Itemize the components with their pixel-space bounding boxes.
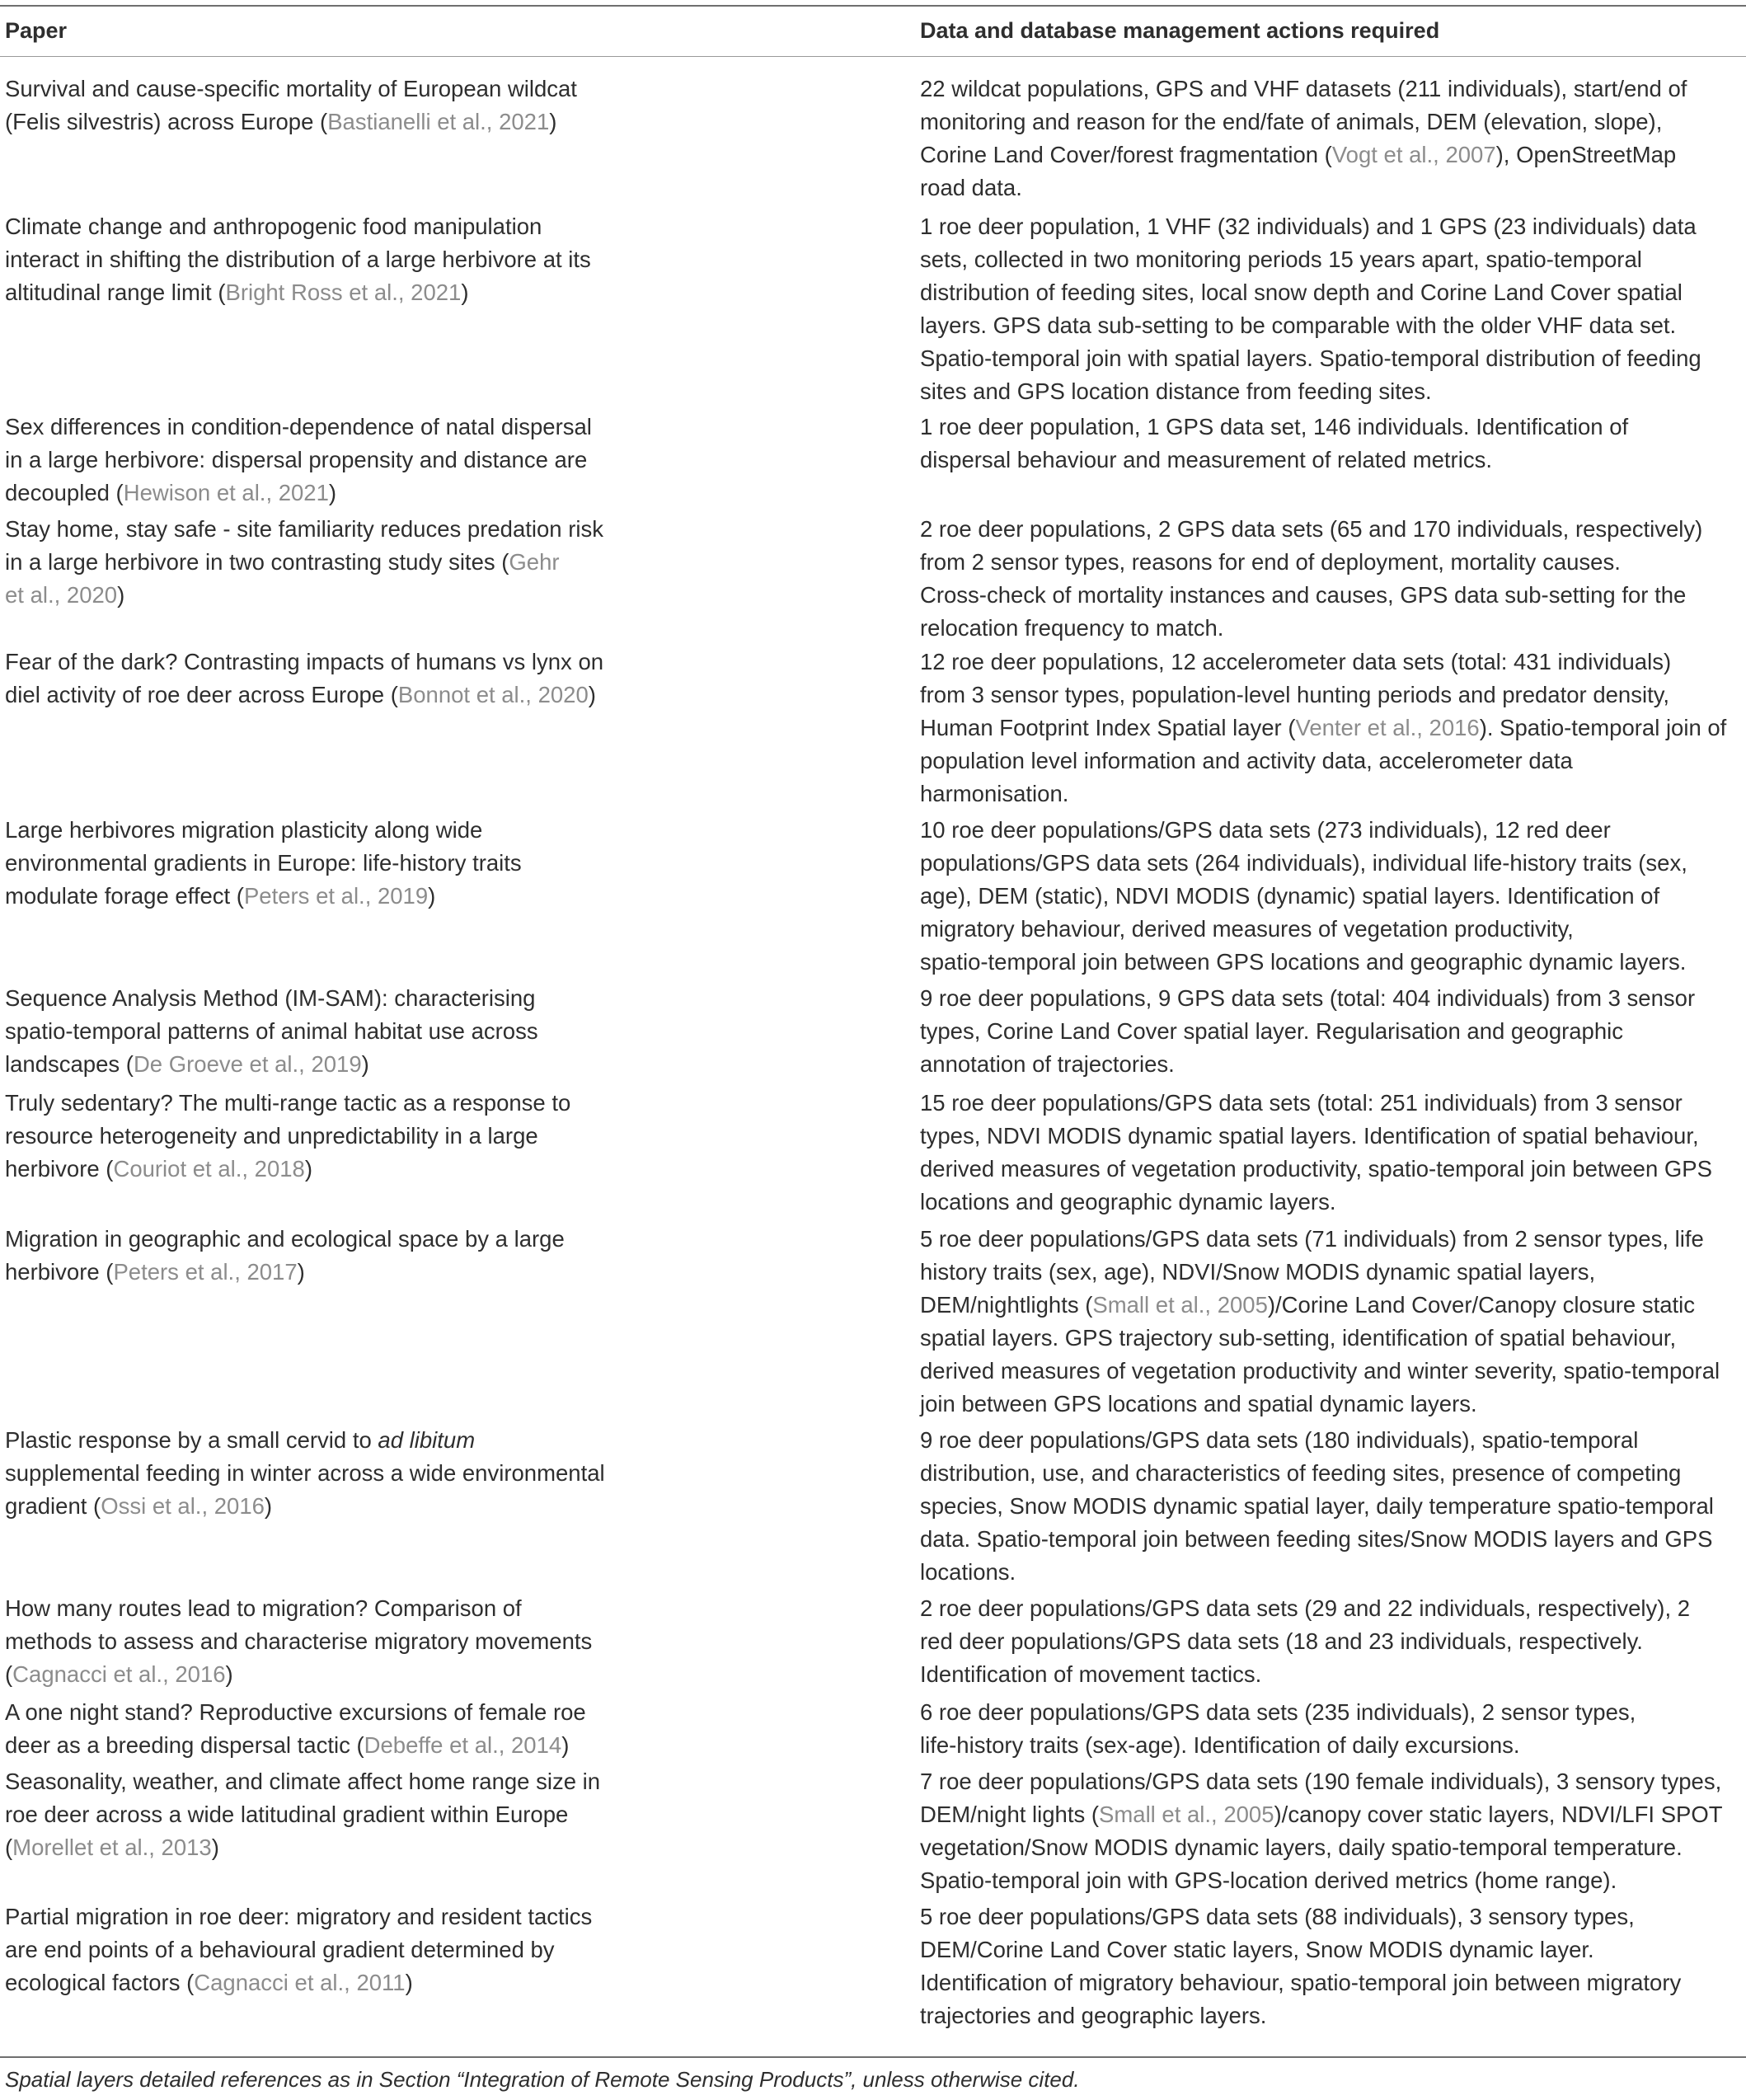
paper-cell: [5, 1223, 631, 1289]
citation-link: Bastianelli et al., 2021: [327, 109, 550, 134]
actions-cell: [920, 1765, 1744, 1897]
text-segment: 2 roe deer populations, 2 GPS data sets (65 and 170 individuals, respectively) from 2 sensor types, reasons for end of deployment, mortality causes. Cross-check of mortality instances and causes, GPS data sub-setting for the relocation frequency to match.: [920, 516, 1703, 641]
paper-cell: [5, 1424, 631, 1523]
citation-link: De Groeve et al., 2019: [133, 1051, 362, 1077]
text-segment: ). Spatio-temporal join of population level information and activity data, accelerometer data harmonisation.: [920, 715, 1727, 806]
text-segment: ): [588, 682, 596, 707]
citation-link: Debeffe et al., 2014: [364, 1732, 562, 1758]
actions-cell: [920, 1900, 1744, 2032]
citation-link: Couriot et al., 2018: [113, 1156, 305, 1182]
text-segment: ): [549, 109, 557, 134]
paper-cell: [5, 814, 631, 913]
text-segment: ): [428, 883, 436, 909]
actions-cell: [920, 1087, 1744, 1219]
header-actions: Data and database management actions required: [920, 18, 1440, 43]
paper-cell: [5, 1087, 631, 1186]
table-bottom-rule: [0, 2056, 1746, 2058]
text-segment: ): [225, 1661, 233, 1687]
text-segment: )/canopy cover static layers, NDVI/LFI SPOT vegetation/Snow MODIS dynamic layers, daily spatio-temporal temperature. Spatio-temporal join with GPS-location derived metrics (home range).: [920, 1802, 1723, 1893]
text-segment: ), OpenStreetMap road data.: [920, 142, 1677, 200]
text-segment: Fear of the dark? Contrasting impacts of humans vs lynx on diel activity of roe deer across Europe (: [5, 649, 604, 707]
text-segment: supplemental feeding in winter across a wide environmental gradient (: [5, 1460, 605, 1519]
paper-cell: [5, 513, 631, 612]
text-segment: 15 roe deer populations/GPS data sets (total: 251 individuals) from 3 sensor types, NDVI MODIS dynamic spatial layers. Identification of spatial behaviour, derived measures of vegetation productivity, spatio-temporal join between GPS locations and geographic dynamic layers.: [920, 1090, 1712, 1214]
text-segment: Climate change and anthropogenic food manipulation interact in shifting the distribution of a large herbivore at its altitudinal range limit (: [5, 214, 591, 305]
paper-cell: [5, 982, 631, 1081]
table-top-rule: [0, 5, 1746, 7]
text-segment: 6 roe deer populations/GPS data sets (235 individuals), 2 sensor types, life-history traits (sex-age). Identification of daily excursions.: [920, 1699, 1636, 1758]
paper-cell: [5, 411, 631, 510]
actions-cell: [920, 411, 1744, 477]
text-segment: ): [117, 582, 125, 608]
text-segment: 9 roe deer populations/GPS data sets (180 individuals), spatio-temporal distribution, use, and characteristics of feeding sites, presence of competing species, Snow MODIS dynamic spatial layer, daily temperature spatio-temporal data. Spatio-temporal join between feeding sites/Snow MODIS layers and GPS locations.: [920, 1427, 1714, 1585]
paper-cell: [5, 73, 631, 139]
citation-link: Morellet et al., 2013: [12, 1835, 212, 1860]
text-segment: 5 roe deer populations/GPS data sets (88 individuals), 3 sensory types, DEM/Corine Land Cover static layers, Snow MODIS dynamic layer. Identification of migratory behaviour, spatio-temporal join between migratory trajectories and geographic layers.: [920, 1904, 1682, 2028]
header-rule: [0, 56, 1746, 57]
text-segment: Large herbivores migration plasticity along wide environmental gradients in Europe: life-history traits modulate forage effect (: [5, 817, 522, 909]
text-segment: 5 roe deer populations/GPS data sets (71 individuals) from 2 sensor types, life history traits (sex, age), NDVI/Snow MODIS dynamic spatial layers, DEM/nightlights (: [920, 1226, 1704, 1318]
text-segment: Survival and cause-specific mortality of European wildcat (Felis silvestris) across Europe (: [5, 76, 577, 134]
text-segment: ): [405, 1970, 413, 1995]
paper-cell: [5, 210, 631, 309]
table-footnote: Spatial layers detailed references as in Section “Integration of Remote Sensing Products”, unless otherwise cited.: [5, 2067, 1080, 2092]
text-segment: 1 roe deer population, 1 GPS data set, 146 individuals. Identification of dispersal behaviour and measurement of related metrics.: [920, 414, 1629, 472]
actions-cell: [920, 1424, 1744, 1589]
citation-link: Gehr et al., 2020: [5, 549, 560, 608]
text-segment: Sequence Analysis Method (IM-SAM): characterising spatio-temporal patterns of animal habitat use across landscapes (: [5, 985, 538, 1077]
actions-cell: [920, 982, 1744, 1081]
actions-cell: [920, 814, 1744, 979]
text-segment: ): [304, 1156, 312, 1182]
text-segment: 10 roe deer populations/GPS data sets (273 individuals), 12 red deer populations/GPS data sets (264 individuals), individual life-history traits (sex, age), DEM (static), NDVI MODIS (dynamic) spatial layers. Identification of migratory behaviour, derived measures of vegetation productivity, spatio-temporal join between GPS locations and geographic dynamic layers.: [920, 817, 1687, 975]
text-segment: ): [328, 480, 337, 505]
citation-link: Peters et al., 2017: [113, 1259, 298, 1285]
citation-link: Cagnacci et al., 2011: [194, 1970, 406, 1995]
text-segment: ): [361, 1051, 369, 1077]
text-segment: ): [461, 280, 469, 305]
text-segment: ): [561, 1732, 570, 1758]
citation-link: Ossi et al., 2016: [101, 1493, 265, 1519]
text-segment: 22 wildcat populations, GPS and VHF datasets (211 individuals), start/end of monitoring and reason for the end/fate of animals, DEM (elevation, slope), Corine Land Cover/forest fragmentation (: [920, 76, 1687, 167]
text-segment: Partial migration in roe deer: migratory and resident tactics are end points of a behavioural gradient determined by ecological factors (: [5, 1904, 593, 1995]
paper-cell: [5, 1900, 631, 1999]
citation-link: Hewison et al., 2021: [123, 480, 329, 505]
text-segment: 1 roe deer population, 1 VHF (32 individuals) and 1 GPS (23 individuals) data sets, collected in two monitoring periods 15 years apart, spatio-temporal distribution of feeding sites, local snow depth and Corine Land Cover spatial layers. GPS data sub-setting to be comparable with the older VHF data set. Spatio-temporal join with spatial layers. Spatio-temporal distribution of feeding sites and GPS location distance from feeding sites.: [920, 214, 1701, 404]
actions-cell: [920, 646, 1744, 810]
actions-cell: [920, 1592, 1744, 1691]
citation-link: Small et al., 2005: [1099, 1802, 1274, 1827]
citation-link: Venter et al., 2016: [1295, 715, 1480, 740]
citation-link: Cagnacci et al., 2016: [12, 1661, 226, 1687]
paper-cell: [5, 1592, 631, 1691]
actions-cell: [920, 210, 1744, 408]
actions-cell: [920, 1223, 1744, 1421]
actions-cell: [920, 1696, 1744, 1762]
text-segment: A one night stand? Reproductive excursions of female roe deer as a breeding dispersal tactic (: [5, 1699, 586, 1758]
citation-link: Small et al., 2005: [1092, 1292, 1268, 1318]
text-segment: 2 roe deer populations/GPS data sets (29 and 22 individuals, respectively), 2 red deer populations/GPS data sets (18 and 23 individuals, respectively. Identification of movement tactics.: [920, 1595, 1691, 1687]
text-segment: ): [297, 1259, 305, 1285]
text-segment: 7 roe deer populations/GPS data sets (190 female individuals), 3 sensory types, DEM/night lights (: [920, 1769, 1722, 1827]
citation-link: Vogt et al., 2007: [1331, 142, 1496, 167]
italic-text: ad libitum: [378, 1427, 476, 1453]
actions-cell: [920, 73, 1744, 204]
text-segment: 9 roe deer populations, 9 GPS data sets (total: 404 individuals) from 3 sensor types, Corine Land Cover spatial layer. Regularisation and geographic annotation of trajectories.: [920, 985, 1696, 1077]
citation-link: Bright Ross et al., 2021: [225, 280, 462, 305]
text-segment: Sex differences in condition-dependence of natal dispersal in a large herbivore: dispersal propensity and distance are decoupled (: [5, 414, 592, 505]
text-segment: Stay home, stay safe - site familiarity reduces predation risk in a large herbivore in two contrasting study sites (: [5, 516, 603, 575]
text-segment: Migration in geographic and ecological space by a large herbivore (: [5, 1226, 565, 1285]
text-segment: )/Corine Land Cover/Canopy closure static spatial layers. GPS trajectory sub-setting, identification of spatial behaviour, derived measures of vegetation productivity and winter severity, spatio-temporal join between GPS locations and spatial dynamic layers.: [920, 1292, 1720, 1416]
paper-cell: [5, 1696, 631, 1762]
citation-link: Bonnot et al., 2020: [397, 682, 589, 707]
citation-link: Peters et al., 2019: [243, 883, 429, 909]
text-segment: 12 roe deer populations, 12 accelerometer data sets (total: 431 individuals) from 3 sensor types, population-level hunting periods and predator density, Human Footprint Index Spatial layer (: [920, 649, 1672, 740]
text-segment: Seasonality, weather, and climate affect home range size in roe deer across a wide latitudinal gradient within Europe (: [5, 1769, 601, 1860]
paper-cell: [5, 646, 631, 712]
text-segment: ): [264, 1493, 273, 1519]
text-segment: Plastic response by a small cervid to: [5, 1427, 378, 1453]
text-segment: How many routes lead to migration? Comparison of methods to assess and characterise migratory movements (: [5, 1595, 593, 1687]
header-paper: Paper: [5, 18, 68, 43]
paper-cell: [5, 1765, 631, 1864]
text-segment: ): [211, 1835, 219, 1860]
actions-cell: [920, 513, 1744, 645]
text-segment: Truly sedentary? The multi-range tactic as a response to resource heterogeneity and unpredictability in a large herbivore (: [5, 1090, 571, 1182]
